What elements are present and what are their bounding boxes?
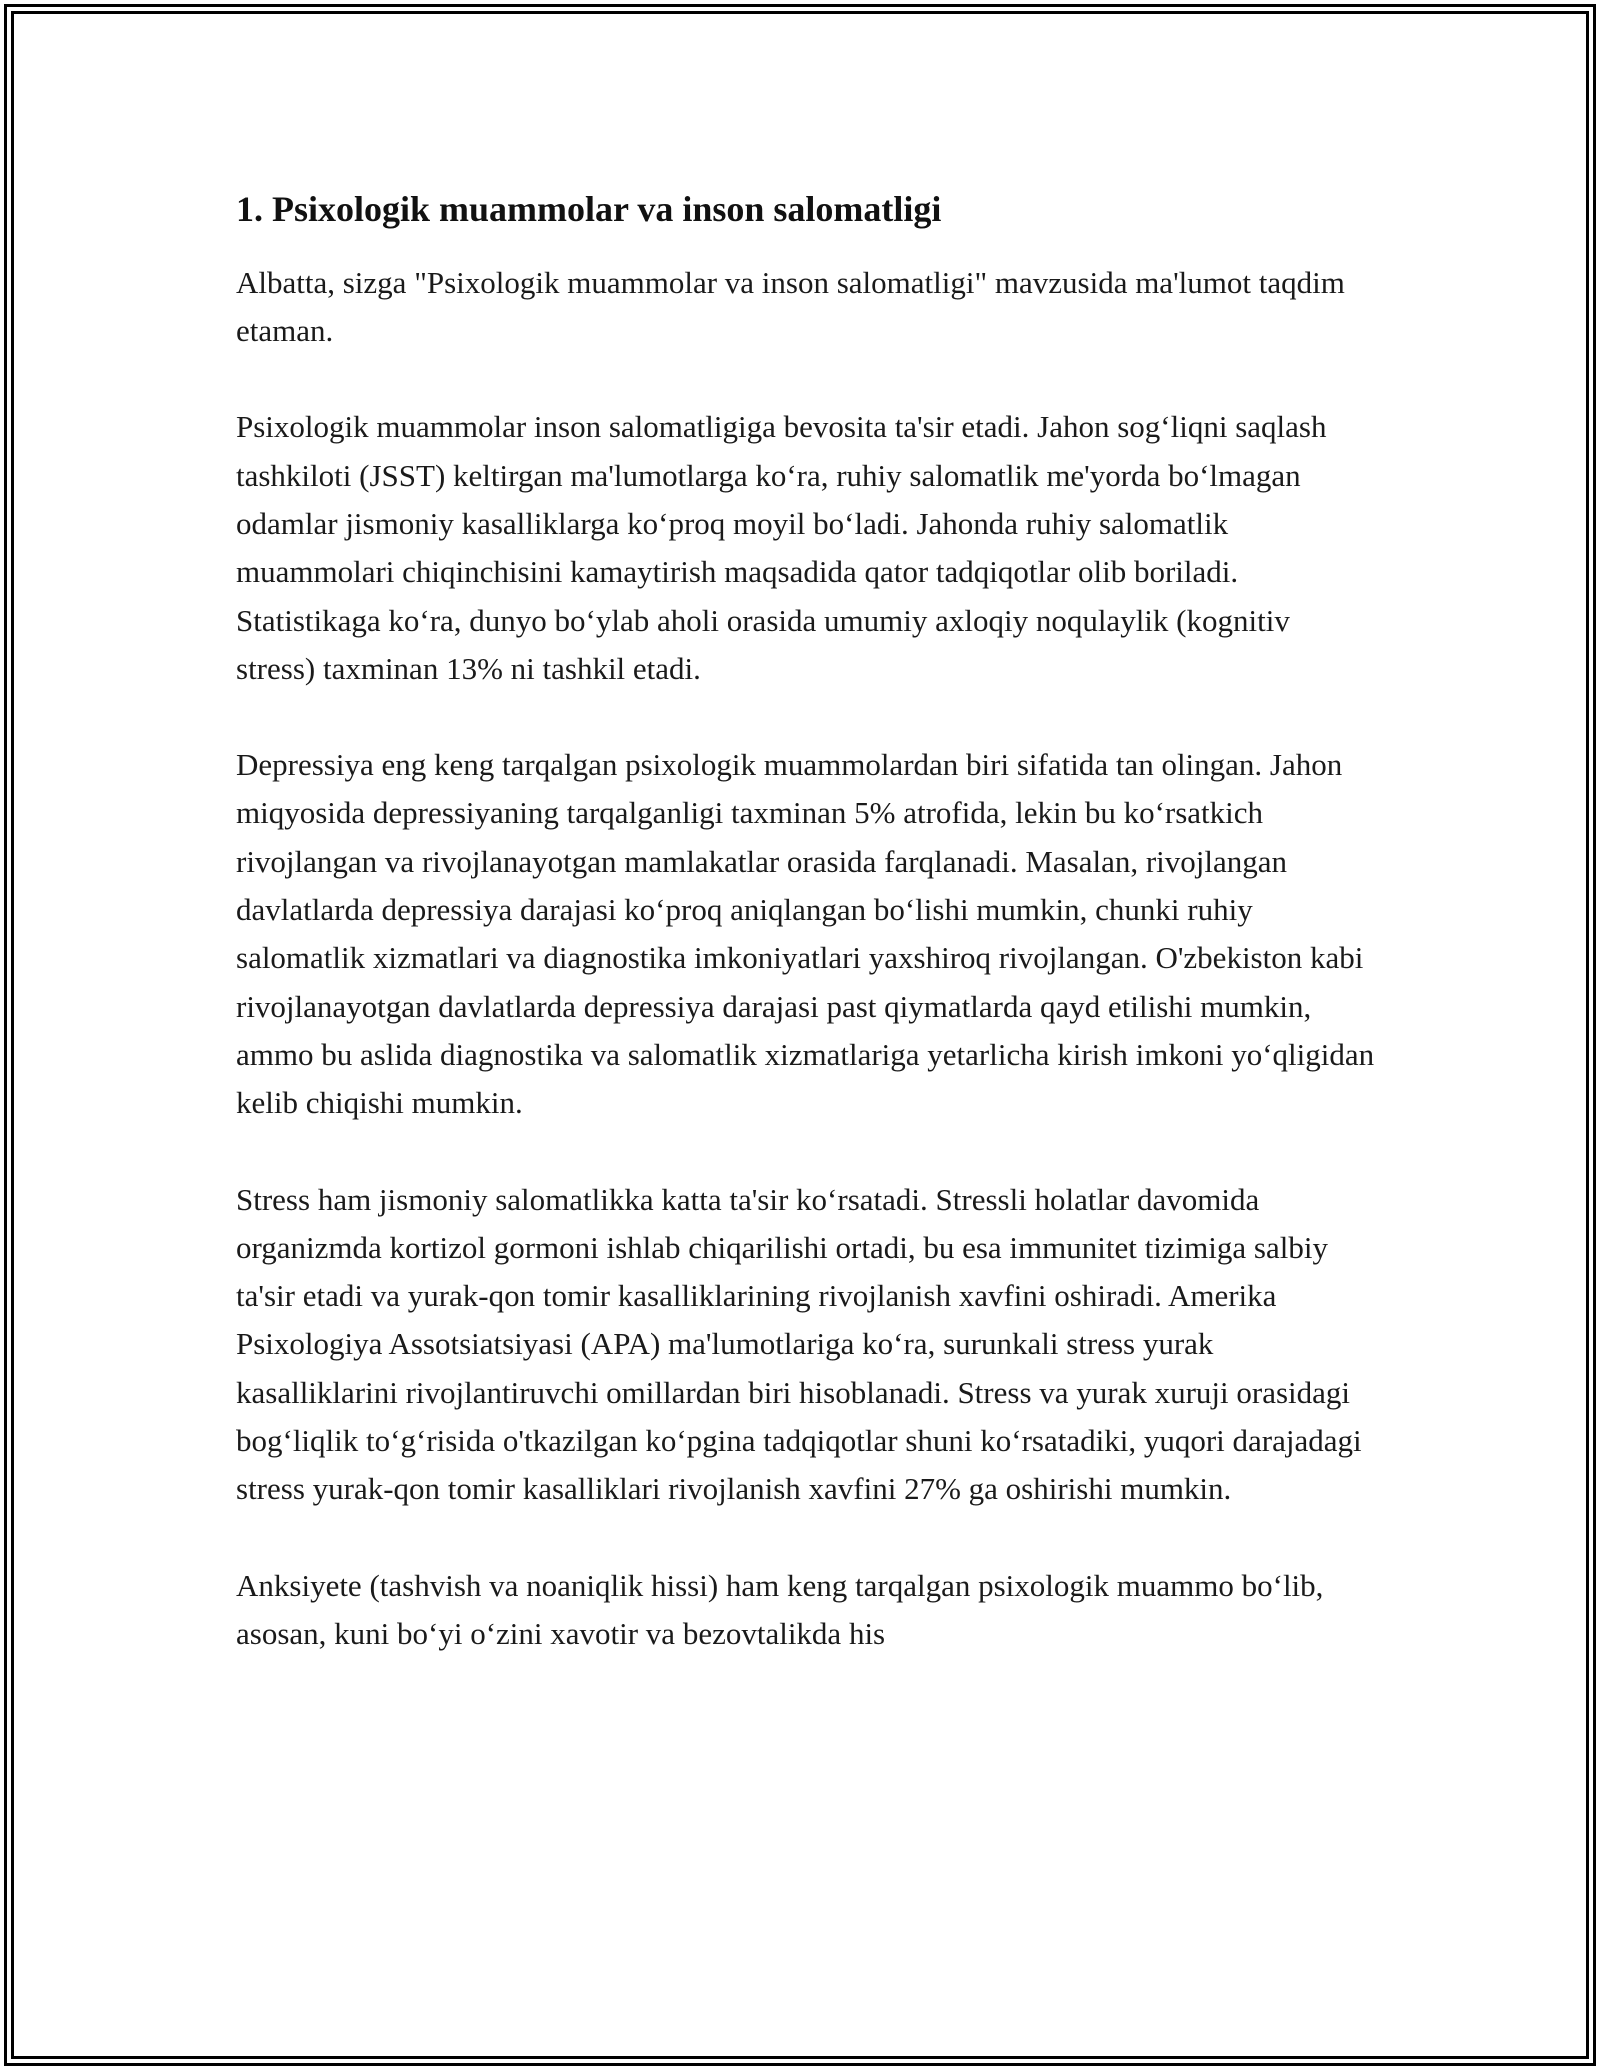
- document-body: [236, 178, 1376, 1706]
- document-title: 1. Psixologik muammolar va inson salomatligi: [236, 189, 942, 229]
- paragraph-anxiety: Anksiyete (tashvish va noaniqlik hissi) ham keng tarqalgan psixologik muammo bo‘lib, asosan, kuni bo‘yi o‘zini xavotir va bezovtalikda his: [236, 1567, 1324, 1651]
- paragraph-stress: Stress ham jismoniy salomatlikka katta ta'sir ko‘rsatadi. Stressli holatlar davomida organizmda kortizol gormoni ishlab chiqarilishi ortadi, bu esa immunitet tizimiga salbiy ta'sir etadi va yurak-qon tomir kasalliklarining rivojlanish xavfini oshiradi. Amerika Psixologiya Assotsiatsiyasi (APA) ma'lumotlariga ko‘ra, surunkali stress yurak kasalliklarini rivojlantiruvchi omillardan biri hisoblanadi. Stress va yurak xuruji orasidagi bog‘liqlik to‘g‘risida o'tkazilgan ko‘pgina tadqiqotlar shuni ko‘rsatadiki, yuqori darajadagi stress yurak-qon tomir kasalliklari rivojlanish xavfini 27% ga oshirishi mumkin.: [236, 1181, 1362, 1507]
- paragraph-intro: Albatta, sizga "Psixologik muammolar va inson salomatligi" mavzusida ma'lumot taqdim etaman.: [236, 264, 1345, 349]
- paragraph-health-impact: Psixologik muammolar inson salomatligiga bevosita ta'sir etadi. Jahon sog‘liqni saqlash tashkiloti (JSST) keltirgan ma'lumotlarga ko‘ra, ruhiy salomatlik me'yorda bo‘lmagan odamlar jismoniy kasalliklarga ko‘proq moyil bo‘ladi. Jahonda ruhiy salomatlik muammolari chiqinchisini kamaytirish maqsadida qator tadqiqotlar olib boriladi. Statistikaga ko‘ra, dunyo bo‘ylab aholi orasida umumiy axloqiy noqulaylik (kognitiv stress) taxminan 13% ni tashkil etadi.: [236, 409, 1327, 686]
- paragraph-depression: Depressiya eng keng tarqalgan psixologik muammolardan biri sifatida tan olingan. Jahon miqyosida depressiyaning tarqalganligi taxminan 5% atrofida, lekin bu ko‘rsatkich rivojlangan va rivojlanayotgan mamlakatlar orasida farqlanadi. Masalan, rivojlangan davlatlarda depressiya darajasi ko‘proq aniqlangan bo‘lishi mumkin, chunki ruhiy salomatlik xizmatlari va diagnostika imkoniyatlari yaxshiroq rivojlangan. O'zbekiston kabi rivojlanayotgan davlatlarda depressiya darajasi past qiymatlarda qayd etilishi mumkin, ammo bu aslida diagnostika va salomatlik xizmatlariga yetarlicha kirish imkoni yo‘qligidan kelib chiqishi mumkin.: [236, 747, 1375, 1121]
